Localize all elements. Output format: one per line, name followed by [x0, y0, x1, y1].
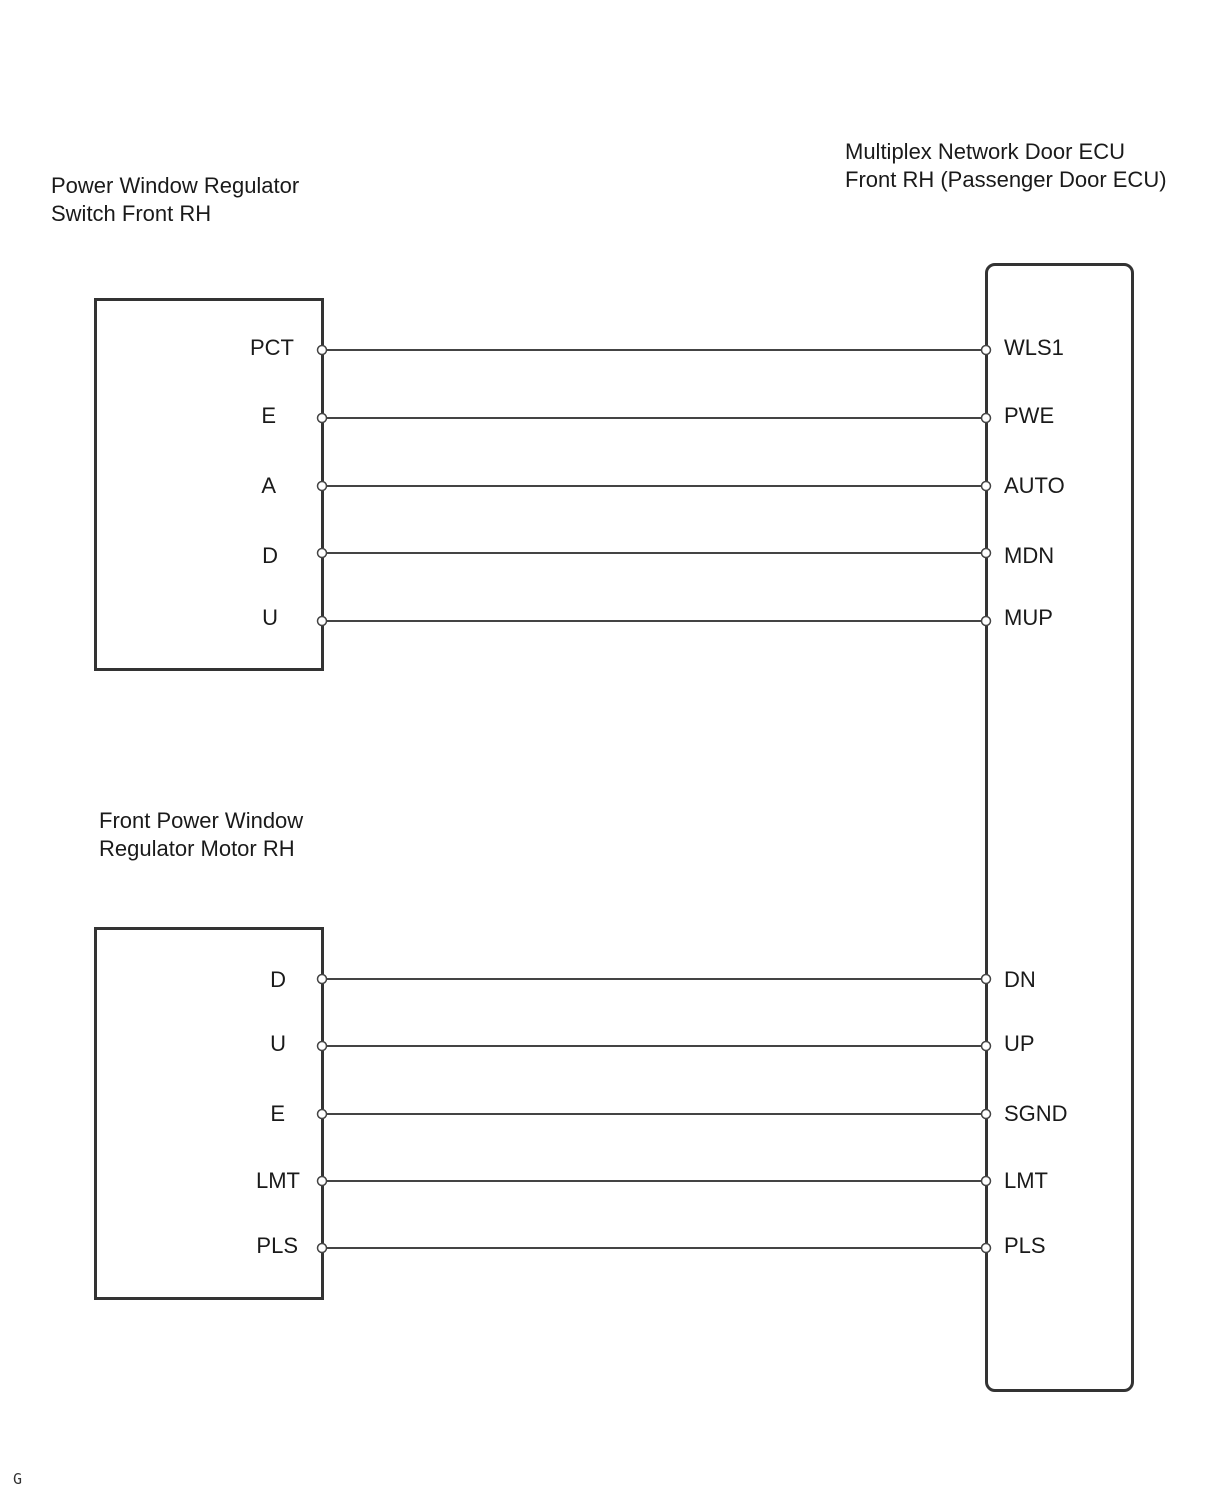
ecu-pin-sgnd: SGND: [1004, 1101, 1068, 1126]
ecu-pin-pls: PLS: [1004, 1233, 1046, 1258]
motor-title-line1: Front Power Window: [99, 808, 304, 833]
ecu-pin-wls1: WLS1: [1004, 335, 1064, 360]
motor-pin-u: U: [270, 1031, 286, 1056]
ecu-pin-pwe: PWE: [1004, 403, 1055, 428]
ecu-title-line2: Front RH (Passenger Door ECU): [845, 167, 1167, 192]
switch-pin-pct: PCT: [250, 335, 294, 360]
ecu-pin-dn: DN: [1004, 967, 1036, 992]
motor-pin-pls: PLS: [256, 1233, 298, 1258]
ecu-pin-lmt: LMT: [1004, 1168, 1048, 1193]
motor-title: [99, 807, 303, 863]
motor-title-line2: Regulator Motor RH: [99, 836, 295, 861]
switch-pin-a: A: [261, 473, 276, 498]
ecu-pin-mup: MUP: [1004, 605, 1053, 630]
ecu-pin-auto: AUTO: [1004, 473, 1065, 498]
figure-code: G: [13, 1470, 23, 1488]
ecu-title: [845, 138, 1167, 194]
switch-pin-d: D: [262, 543, 278, 568]
switch-title-line2: Switch Front RH: [51, 201, 212, 226]
switch-title-line1: Power Window Regulator: [51, 173, 300, 198]
switch-pin-u: U: [262, 605, 278, 630]
switch-pin-e: E: [261, 403, 276, 428]
motor-pin-lmt: LMT: [256, 1168, 300, 1193]
ecu-title-line1: Multiplex Network Door ECU: [845, 139, 1125, 164]
switch-title: [51, 172, 299, 228]
ecu-pin-up: UP: [1004, 1031, 1035, 1056]
ecu-pin-mdn: MDN: [1004, 543, 1055, 568]
motor-pin-e: E: [270, 1101, 285, 1126]
ecu-component-box: [985, 263, 1134, 1392]
motor-pin-d: D: [270, 967, 286, 992]
